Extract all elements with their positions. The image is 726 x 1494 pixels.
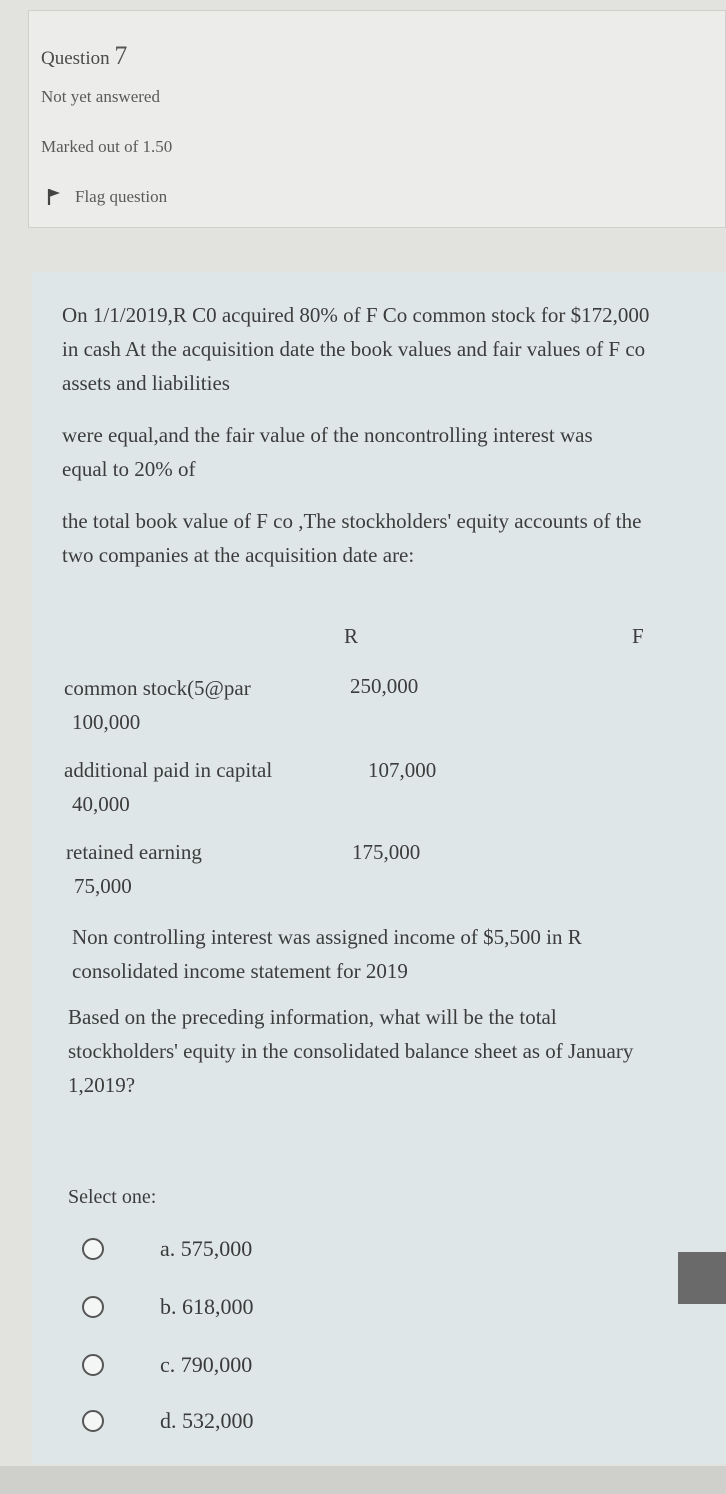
flag-icon: [47, 188, 61, 206]
bottom-divider: [0, 1466, 726, 1494]
equity-row-label: additional paid in capital: [64, 758, 273, 782]
answer-option-label: c. 790,000: [160, 1352, 253, 1377]
equity-row-label: common stock(5@par: [64, 676, 251, 700]
equity-row-r-value: 175,000: [352, 840, 421, 864]
equity-row-f-value: 100,000: [72, 710, 141, 734]
question-paragraph-4: Non controlling interest was assigned income of $5,500 in R consolidated income statement for 2019: [72, 925, 582, 983]
equity-row-r-value: 107,000: [368, 758, 437, 782]
equity-row-r-value: 250,000: [350, 674, 419, 698]
question-label: Question: [41, 48, 110, 69]
question-number: [41, 41, 127, 71]
answer-option-label: a. 575,000: [160, 1236, 253, 1261]
page-edge-block: [678, 1252, 726, 1304]
question-content: [32, 272, 726, 1464]
question-paragraph-5: Based on the preceding information, what will be the total stockholders' equity in the consolidated balance sheet as of January 1,2019?: [68, 1005, 634, 1097]
question-paragraph-2: were equal,and the fair value of the noncontrolling interest was equal to 20% of: [62, 423, 593, 481]
question-paragraph-3: the total book value of F co ,The stockholders' equity accounts of the two companies at the acquisition date are:: [62, 509, 642, 567]
answer-option-label: d. 532,000: [160, 1408, 254, 1433]
radio-button[interactable]: [82, 1238, 104, 1260]
question-number-value: 7: [114, 41, 128, 70]
answer-option-b[interactable]: [82, 1294, 254, 1320]
answer-option-d[interactable]: [82, 1408, 254, 1434]
equity-row-label: retained earning: [66, 840, 202, 864]
flag-question-link[interactable]: [47, 187, 167, 207]
column-header-f: F: [632, 624, 644, 648]
radio-button[interactable]: [82, 1354, 104, 1376]
radio-button[interactable]: [82, 1410, 104, 1432]
equity-row-f-value: 75,000: [74, 874, 132, 898]
flag-question-label: Flag question: [75, 187, 168, 206]
answer-option-a[interactable]: [82, 1236, 252, 1262]
answer-option-c[interactable]: [82, 1352, 252, 1378]
answer-option-label: b. 618,000: [160, 1294, 254, 1319]
select-one-prompt: Select one:: [68, 1186, 157, 1208]
column-header-r: R: [344, 624, 359, 648]
equity-row-f-value: 40,000: [72, 792, 130, 816]
question-paragraph-1: On 1/1/2019,R C0 acquired 80% of F Co common stock for $172,000 in cash At the acquisition date the book values and fair values of F co assets and liabilities: [62, 303, 650, 395]
question-grade: Marked out of 1.50: [41, 137, 173, 156]
question-info-panel: [28, 10, 726, 228]
radio-button[interactable]: [82, 1296, 104, 1318]
question-state: Not yet answered: [41, 87, 160, 106]
